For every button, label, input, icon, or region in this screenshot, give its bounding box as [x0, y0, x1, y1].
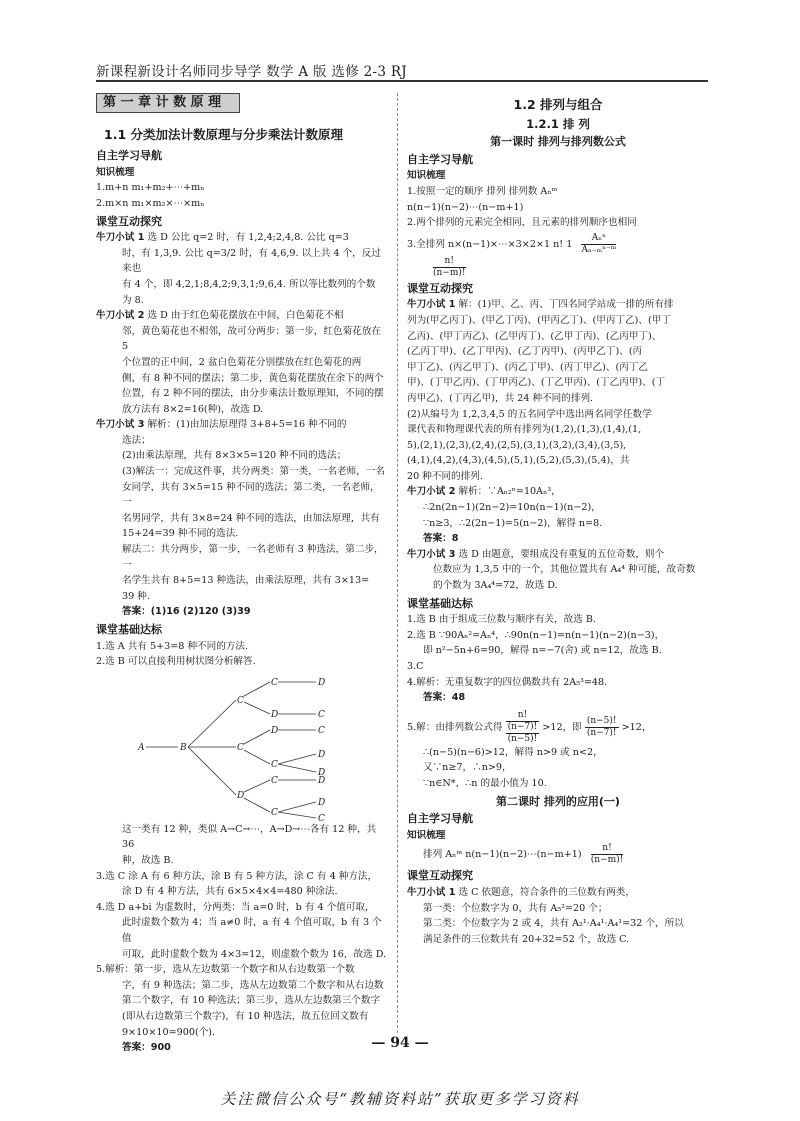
- text-line: 名男同学，共有 3×8=24 种不同的选法，由加法原理，共有: [122, 512, 380, 524]
- fraction: [591, 843, 624, 866]
- text-line: 满足条件的三位数共有 20+32=52 个，故选 C.: [423, 933, 630, 945]
- text-line: 即 n²−5n+6=90，解得 n=−7(舍) 或 n=12，故选 B.: [423, 645, 662, 657]
- text-line: 3.选 C 涂 A 有 6 种方法，涂 B 有 5 种方法，涂 C 有 4 种方法，: [96, 870, 378, 882]
- tree-node: C: [318, 813, 325, 822]
- tree-node: D: [318, 797, 326, 808]
- formula-line: [407, 233, 709, 256]
- text-line: 5),(2,1),(2,3),(2,4),(2,5),(3,1),(3,2),(3,4),(3,5),: [407, 439, 627, 451]
- tree-node: C: [271, 775, 278, 786]
- text-line: (4,1),(4,2),(4,3),(4,5),(5,1),(5,2),(5,3),(5,4)，共: [407, 455, 630, 467]
- subsection-title: 1.2.1 排 列: [526, 116, 590, 131]
- text-line: 解析：∵Aₙ₂ⁿ=10Aₙ³，: [458, 486, 561, 498]
- text-line: 选 D 由于红色菊花摆放在中间，白色菊花不相: [147, 310, 344, 322]
- text-line: 解法二：共分两步，第一步，一名老师有 3 种选法，第二步，一: [122, 544, 384, 571]
- answer-line: 答案：48: [423, 692, 466, 704]
- text-line: 9×10×10=900(个).: [122, 1026, 216, 1038]
- text-line: 位置，有 2 种不同的摆法，由分步乘法计数原理知，不同的摆: [122, 388, 384, 400]
- text-line: 4.选 D a+bi 为虚数时，分两类：当 a=0 时，b 有 4 个值可取，: [96, 901, 375, 913]
- text-line: 有 4 个，即 4,2,1;8,4,2;9,3,1;9,6,4. 所以等比数列的个数: [122, 278, 376, 290]
- text-line: 5.解析：第一步，选从左边数第一个数字和从右边数第一个数: [96, 964, 355, 976]
- tree-node: C: [318, 709, 325, 720]
- tree-node: B: [180, 742, 187, 753]
- text-line: 课代表和物理课代表的所有排列为(1,2),(1,3),(1,4),(1,: [407, 424, 642, 436]
- exercise-label: 牛刀小试 1: [407, 886, 456, 898]
- text-line: 列为(甲乙丙丁)、(甲乙丁丙)、(甲丙乙丁)、(甲丙丁乙)、(甲丁: [407, 314, 671, 326]
- heading: 课堂基础达标: [407, 596, 473, 610]
- text-line: 2.选 B 可以直接利用树状图分析解答.: [96, 656, 256, 668]
- tree-node: D: [318, 767, 326, 778]
- frac-mid: (n−7)!: [507, 721, 538, 732]
- text-line: (乙丙丁甲)、(乙丁甲丙)、(乙丁丙甲)、(丙甲乙丁)、(丙: [407, 346, 643, 358]
- running-header: 新课程新设计名师同步导学 数学 A 版 选修 2-3 RJ: [96, 60, 708, 82]
- tree-node: C: [271, 807, 278, 818]
- heading: 课堂基础达标: [96, 623, 162, 636]
- exercise-line: [407, 297, 709, 313]
- text-line: 可取，此时虚数个数为 4×3=12，则虚数个数为 16，故选 D.: [122, 948, 387, 960]
- text-line: 为 8.: [122, 294, 144, 306]
- heading: 自主学习导航: [407, 152, 473, 166]
- page-number: — 94 —: [371, 1035, 429, 1051]
- text-line: ∵n∈N*，∴n 的最小值为 10.: [423, 777, 547, 789]
- text-line: ∴2n(2n−1)(2n−2)=10n(n−1)(n−2)，: [423, 502, 601, 514]
- text-line: 3.C: [407, 661, 424, 672]
- text-line: 排列 Aₙᵐ n(n−1)(n−2)⋯(n−m+1): [423, 849, 582, 861]
- frac-num: n!: [591, 843, 624, 855]
- exercise-label: 牛刀小试 1: [407, 299, 456, 311]
- text-line: 甲丁乙)、(丙乙甲丁)、(丙乙丁甲)、(丙丁甲乙)、(丙丁乙: [407, 361, 649, 373]
- fraction: [506, 710, 540, 745]
- exercise-line: [407, 484, 709, 500]
- right-column: [407, 93, 709, 947]
- frac-den: (n−7)!: [586, 727, 617, 738]
- tree-node: C: [271, 677, 278, 688]
- text-line: 名学生共有 8+5=13 种选法，由乘法原理，共有 3×13=: [122, 575, 370, 587]
- text-line: 解析：(1)由加法原理得 3+8+5=16 种不同的: [147, 419, 347, 431]
- frac-den: (n−m)!: [590, 855, 624, 866]
- lesson-title: 第一课时 排列与排列数公式: [490, 135, 626, 149]
- heading: 自主学习导航: [407, 812, 473, 826]
- exercise-label: 牛刀小试 2: [407, 486, 456, 498]
- text-line: 涂 D 有 4 种方法，共有 6×5×4×4=480 种涂法.: [122, 886, 338, 898]
- tree-node: C: [237, 742, 244, 753]
- heading: 课堂互动探究: [407, 869, 473, 883]
- text-line: 第一类：个位数字为 0，共有 A₅²=20 个；: [423, 902, 608, 914]
- text-line: 的个数为 3A₄⁴=72，故选 D.: [433, 580, 558, 592]
- text-line: 5.解：由排列数公式得: [407, 721, 503, 733]
- text-line: 选 D 由题意，要组成没有重复的五位奇数，则个: [458, 548, 665, 560]
- text-line: 个位置的正中间，2 盆白色菊花分别摆放在红色菊花的两: [122, 356, 362, 368]
- text-line: (即从右边数第三个数字)，有 10 种选法，故五位回文数有: [122, 1010, 369, 1022]
- tree-node: D: [318, 749, 326, 760]
- text-line: 选法；: [122, 434, 151, 446]
- text-line: (2)由乘法原理，共有 8×3×5=120 种不同的选法；: [122, 450, 347, 462]
- tree-node: D: [318, 775, 326, 786]
- subheading: 知识梳理: [96, 166, 135, 178]
- text-line: 20 种不同的排列.: [407, 470, 483, 482]
- footer-note: 关注微信公众号“教辅资料站”获取更多学习资料: [220, 1090, 580, 1108]
- lesson-title: 第二课时 排列的应用(一): [496, 794, 620, 808]
- text-line: n(n−1)(n−2)⋯(n−m+1): [407, 201, 524, 213]
- formula-line: [407, 256, 709, 279]
- fraction: [585, 716, 619, 739]
- exercise-line: [407, 885, 709, 901]
- text-line: 第二个数字，有 10 种选法；第三步，选从左边数第三个数字: [122, 995, 381, 1007]
- text-line: 甲)、(丁甲乙丙)、(丁甲丙乙)、(丁乙甲丙)、(丁乙丙甲)、(丁: [407, 377, 666, 389]
- tree-node: D: [271, 725, 279, 736]
- text-line: 39 种.: [122, 590, 150, 602]
- frac-den: (n−5)!: [507, 733, 538, 744]
- text-line: 1.m+n m₁+m₂+⋯+mₙ: [96, 182, 205, 194]
- text-line: 侧，有 8 种不同的摆法；第二步，黄色菊花摆放在余下的两个: [122, 372, 384, 384]
- text-line: >12，即: [542, 721, 582, 733]
- text-line: 种，故选 B.: [122, 854, 174, 866]
- frac-num: n!: [506, 710, 540, 722]
- text-line: 解：(1)甲、乙、丙、丁四名同学站成一排的所有排: [458, 299, 674, 311]
- tree-node: C: [318, 725, 325, 736]
- text-line: 2.m×n m₁×m₂×⋯×mₙ: [96, 197, 205, 209]
- text-line: 2.两个排列的元素完全相同，且元素的排列顺序也相同: [407, 217, 637, 229]
- text-line: 1.按照一定的顺序 排列 排列数 Aₙᵐ: [407, 185, 558, 197]
- exercise-label: 牛刀小试 3: [96, 419, 145, 431]
- text-line: 第二类：个位数字为 2 或 4，共有 A₂¹·A₄¹·A₄¹=32 个，所以: [423, 918, 684, 930]
- text-line: 这一类有 12 种，类似 A→C→⋯，A→D→⋯各有 12 种，共 36: [122, 823, 377, 851]
- exercise-line: [96, 308, 388, 324]
- text-line: 1.选 B 由于组成三位数与顺序有关，故选 B.: [407, 614, 596, 626]
- text-line: 3.全排列 n×(n−1)×⋯×3×2×1 n! 1: [407, 238, 573, 250]
- left-column: [96, 93, 388, 1056]
- exercise-label: 牛刀小试 2: [96, 310, 145, 322]
- text-line: 时，有 1,3,9. 公比 q=3/2 时，有 4,6,9. 以上共 4 个，反过来也: [122, 247, 381, 275]
- text-line: 1.选 A 共有 5+3=8 种不同的方法.: [96, 640, 249, 652]
- text-line: 放方法有 8×2=16(种)，故选 D.: [122, 403, 264, 415]
- answer-line: 答案：900: [122, 1042, 171, 1054]
- text-line: (2)从编号为 1,2,3,4,5 的五名同学中选出两名同学任数学: [407, 408, 652, 420]
- text-line: 2.选 B ∵90Aₙ²=Aₙ⁴，∴90n(n−1)=n(n−1)(n−2)(n−3)，: [407, 629, 665, 641]
- heading: 自主学习导航: [96, 149, 162, 163]
- column-divider: [397, 93, 398, 1033]
- subheading: 知识梳理: [407, 170, 446, 182]
- fraction: [433, 256, 466, 279]
- text-line: 选 D 公比 q=2 时，有 1,2,4;2,4,8. 公比 q=3: [147, 232, 349, 244]
- section-title: 1.1 分类加法计数原理与分步乘法计数原理: [104, 126, 343, 142]
- formula-line: [407, 710, 709, 745]
- exercise-line: [407, 547, 709, 563]
- tree-diagram: [136, 672, 366, 822]
- text-line: 邻，黄色菊花也不相邻，故可分两步：第一步，红色菊花放在 5: [122, 325, 382, 353]
- tree-node: D: [271, 709, 279, 720]
- frac-num: (n−5)!: [586, 715, 617, 726]
- text-line: >12，: [621, 721, 652, 733]
- formula-line: [407, 843, 709, 866]
- exercise-label: 牛刀小试 3: [407, 548, 456, 560]
- tree-node: A: [138, 742, 145, 753]
- text-line: 15+24=39 种不同的选法.: [122, 528, 239, 540]
- text-line: 丙甲乙)、(丁丙乙甲)，共 24 种不同的排列.: [407, 392, 594, 404]
- tree-node: D: [318, 677, 326, 688]
- text-line: 位数应为 1,3,5 中的一个，其他位置共有 A₄⁴ 种可能，故奇数: [433, 564, 696, 576]
- text-line: 字，有 9 种选法；第二步，选从左边数第二个数字和从右边数: [122, 979, 384, 991]
- subheading: 知识梳理: [407, 829, 446, 841]
- heading: 课堂互动探究: [96, 214, 162, 228]
- text-line: 选 C 依题意，符合条件的三位数有两类，: [458, 886, 635, 898]
- frac-num: Aₙⁿ: [581, 233, 616, 245]
- frac-den: Aₙ₋ₘⁿ⁻ᵐ: [581, 244, 617, 255]
- text-line: (3)解法一：完成这件事，共分两类：第一类，一名老师，一名: [122, 466, 386, 478]
- text-line: ∵n≥3，∴2(2n−1)=5(n−2)，解得 n=8.: [423, 517, 603, 529]
- text-line: 又∵n≥7，∴n>9，: [423, 762, 512, 774]
- tree-node: C: [271, 759, 278, 770]
- tree-node: C: [237, 695, 244, 706]
- exercise-label: 牛刀小试 1: [96, 232, 145, 244]
- answer-line: 答案：(1)16 (2)120 (3)39: [122, 606, 251, 618]
- text-line: 4.解析：无重复数字的四位偶数共有 2A₅³=48.: [407, 676, 608, 688]
- text-line: 女同学，共有 3×5=15 种不同的选法；第二类，一名老师，一: [122, 481, 380, 509]
- frac-num: n!: [433, 256, 466, 268]
- text-line: 乙丙)、(甲丁丙乙)、(乙甲丙丁)、(乙甲丁丙)、(乙丙甲丁)、: [407, 330, 662, 342]
- section-title: 1.2 排列与组合: [513, 97, 603, 112]
- tree-node: D: [237, 790, 245, 801]
- chapter-banner: 第 一 章 计 数 原 理: [96, 93, 240, 113]
- answer-line: 答案：8: [423, 533, 459, 545]
- text-line: ∴(n−5)(n−6)>12，解得 n>9 或 n<2，: [423, 746, 603, 758]
- exercise-line: [96, 230, 388, 246]
- exercise-line: [96, 417, 388, 433]
- heading: 课堂互动探究: [407, 281, 473, 295]
- text-line: 此时虚数个数为 4；当 a≠0 时，a 有 4 个值可取，b 有 3 个值: [122, 917, 382, 944]
- fraction: [581, 233, 616, 256]
- frac-den: (n−m)!: [433, 267, 466, 278]
